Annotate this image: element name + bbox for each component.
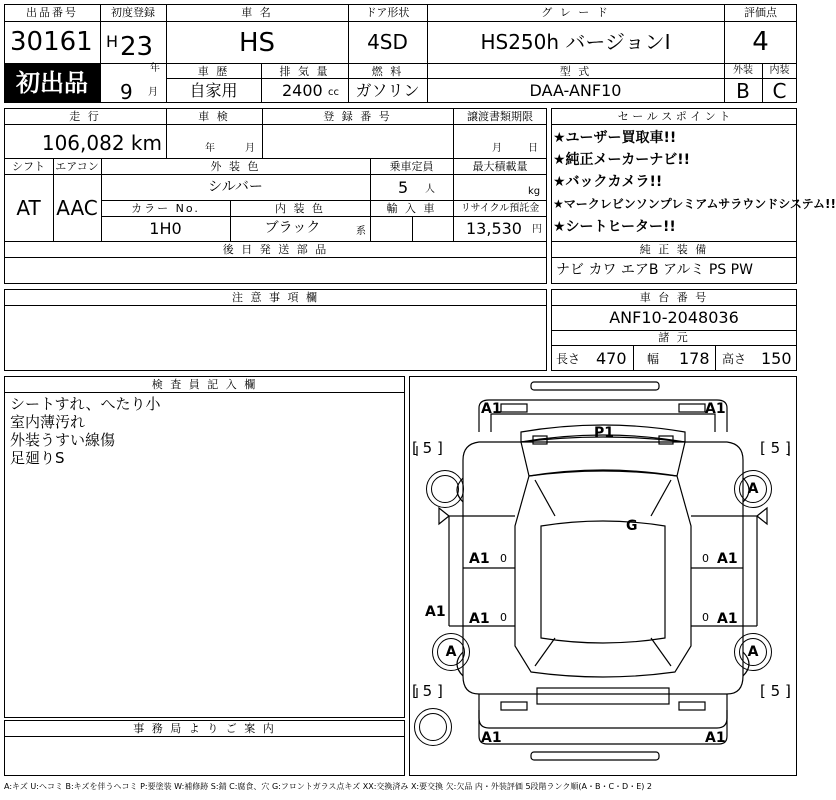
mileage: 106,082 km: [41, 131, 162, 155]
car-name-label: 車 名: [241, 6, 273, 19]
damage-mark: G: [626, 518, 638, 534]
transfer-day-unit: 日: [528, 143, 538, 154]
displacement-unit: cc: [328, 87, 339, 98]
capacity-unit: 人: [425, 184, 435, 195]
grade: HS250h バージョンI: [480, 30, 671, 54]
score-label: 評価点: [744, 6, 777, 19]
later-parts-label: 後 日 発 送 部 品: [222, 243, 329, 256]
first-registration-label: 初度登録: [111, 6, 155, 19]
car-name: HS: [238, 28, 276, 58]
genuine-equipment: ナビ カワ エアB アルミ PS PW: [556, 262, 753, 278]
damage-mark: A1: [717, 551, 738, 567]
door-small-mark: 0: [500, 552, 507, 565]
height: 150: [761, 349, 792, 368]
tire-rear-left: A: [432, 633, 470, 671]
specs-label: 諸 元: [658, 331, 690, 344]
inspector-note: 足廻りS: [10, 449, 65, 467]
width: 178: [679, 349, 710, 368]
width-label: 幅: [647, 352, 660, 366]
recycle-deposit-unit: 円: [532, 224, 542, 235]
spare-tire: [414, 708, 452, 746]
tire-tread-rear-left: [ 5 ]: [412, 682, 443, 700]
damage-mark: A1: [717, 611, 738, 627]
recycle-deposit-label: リサイクル預託金: [460, 203, 540, 214]
air-conditioner-label: エアコン: [55, 160, 99, 173]
exterior-color-label: 外 装 色: [210, 160, 261, 173]
lot-number-label: 出品番号: [26, 6, 78, 19]
tire-tread-front-right: [ 5 ]: [760, 439, 791, 457]
sales-point-item: ★ユーザー買取車!!: [553, 130, 677, 146]
tire-tread-front-left: [ 5 ]: [412, 439, 443, 457]
max-load-unit: kg: [528, 186, 541, 197]
exterior-color: シルバー: [208, 179, 263, 195]
height-label: 高さ: [722, 352, 747, 366]
registration-year: 23: [120, 32, 154, 62]
displacement-label: 排 気 量: [279, 65, 330, 78]
sales-points-label: セ ー ル ス ポ イ ン ト: [617, 110, 731, 123]
length-label: 長さ: [556, 352, 581, 366]
shift: AT: [16, 196, 41, 220]
notes-label: 注 意 事 項 欄: [232, 291, 319, 304]
tire-front-right: A: [734, 470, 772, 508]
tire-rear-right: A: [734, 633, 772, 671]
sales-point-item: ★純正メーカーナビ!!: [553, 152, 691, 168]
era: H: [106, 32, 119, 51]
damage-mark: A1: [425, 604, 446, 620]
door-small-mark: 0: [702, 552, 709, 565]
month-unit: 月: [148, 87, 158, 98]
import-label: 輸 入 車: [386, 202, 437, 215]
interior-color-label: 内 装 色: [275, 202, 325, 215]
door-type-label: ドア形状: [365, 6, 410, 19]
fuel: ガソリン: [355, 81, 420, 100]
transfer-month-unit: 月: [492, 143, 502, 154]
inspector-label: 検 査 員 記 入 欄: [151, 378, 258, 391]
year-unit: 年: [150, 63, 160, 74]
damage-mark: A1: [705, 401, 726, 417]
air-conditioner: AAC: [56, 196, 98, 220]
interior-color-suffix: 系: [356, 226, 366, 237]
sales-point-item: ★マークレビンソンプレミアムサラウンドシステム!!: [553, 197, 836, 211]
history-label: 車 歴: [197, 65, 230, 78]
damage-mark: P1: [594, 425, 615, 441]
inspection-month-unit: 月: [245, 143, 255, 154]
score: 4: [752, 27, 769, 57]
legend: A:キズ U:ヘコミ B:キズを伴うヘコミ P:要塗装 W:補修跡 S:錆 C:腐食、穴 G:フロントガラス点キズ XX:交換済み X:要交換 欠:欠品 内・外装評価 5段階ランク順(A・B・C・D・E) 2: [4, 782, 653, 791]
inspector-note: シートすれ、へたり小: [10, 395, 161, 413]
recycle-deposit: 13,530: [466, 219, 522, 238]
interior-grade-label: 内装: [769, 65, 790, 76]
capacity-label: 乗車定員: [389, 160, 434, 173]
history: 自家用: [189, 81, 238, 100]
tire-front-left: [426, 470, 464, 508]
damage-mark: A1: [469, 551, 490, 567]
registration-month: 9: [120, 80, 133, 104]
lot-number: 30161: [10, 27, 93, 57]
grade-label: グ レ ー ド: [541, 6, 610, 19]
chassis-number-label: 車 台 番 号: [639, 291, 709, 304]
genuine-equipment-label: 純 正 装 備: [639, 243, 709, 256]
length: 470: [596, 349, 627, 368]
exterior-grade-label: 外装: [733, 65, 753, 76]
office-notice-label: 事 務 局 よ り ご 案 内: [133, 722, 276, 735]
chassis-number: ANF10-2048036: [609, 308, 739, 327]
damage-mark: A1: [705, 730, 726, 746]
model-code: DAA-ANF10: [529, 81, 622, 100]
capacity: 5: [398, 178, 409, 197]
inspection-label: 車 検: [198, 110, 230, 123]
damage-mark: A1: [481, 401, 502, 417]
tire-tread-rear-right: [ 5 ]: [760, 682, 791, 700]
fuel-label: 燃 料: [371, 65, 404, 78]
inspection-year-unit: 年: [205, 143, 215, 154]
damage-mark: A1: [481, 730, 502, 746]
exterior-grade: B: [736, 79, 750, 103]
shift-label: シフト: [12, 160, 45, 173]
max-load-label: 最大積載量: [472, 160, 528, 173]
inspector-note: 室内薄汚れ: [10, 413, 86, 431]
transfer-deadline-label: 譲渡書類期限: [467, 110, 533, 123]
sales-point-item: ★バックカメラ!!: [553, 174, 663, 190]
inspector-note: 外装うすい線傷: [10, 431, 116, 449]
color-number: 1H0: [149, 219, 182, 238]
interior-grade: C: [772, 79, 787, 103]
registration-number-label: 登 録 番 号: [323, 110, 392, 123]
damage-mark: A1: [469, 611, 490, 627]
model-code-label: 型 式: [559, 65, 592, 78]
mileage-label: 走 行: [69, 110, 101, 123]
door-type: 4SD: [367, 30, 408, 54]
interior-color: ブラック: [264, 220, 321, 236]
door-small-mark: 0: [702, 611, 709, 624]
sales-point-item: ★シートヒーター!!: [553, 219, 676, 235]
door-small-mark: 0: [500, 611, 507, 624]
color-number-label: カラー No.: [131, 202, 200, 215]
displacement: 2400: [282, 81, 323, 100]
first-time-badge-text: 初出品: [16, 69, 88, 97]
